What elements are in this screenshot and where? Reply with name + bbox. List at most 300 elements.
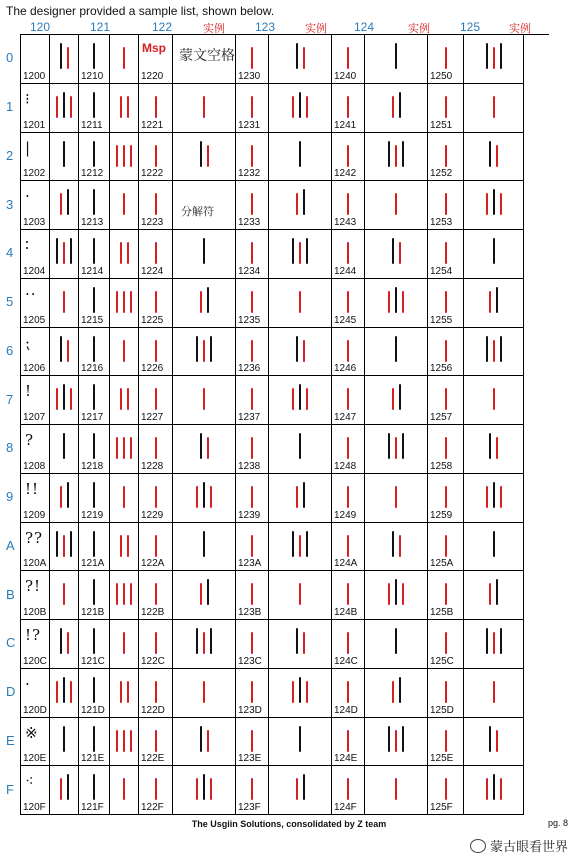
mongolian-example [273,238,327,272]
example-cell [110,571,139,620]
example-cell [365,571,428,620]
example-cell [269,620,332,669]
example-cell [269,474,332,523]
mongolian-example [273,43,327,77]
mongolian-example [114,287,134,321]
example-cell [110,133,139,182]
col-header-123: 123 [255,20,276,34]
code-cell [21,766,50,815]
row-header: A [6,537,15,553]
code-cell [332,766,365,815]
example-cell [269,571,332,620]
example-cell [173,230,236,279]
mongolian-example [369,189,423,223]
mongolian-example [273,482,327,516]
example-cell [173,425,236,474]
example-cell [269,279,332,328]
code-label: 1228 [141,460,164,472]
code-cell [236,279,269,328]
mongolian-example [468,677,519,711]
code-label: 122A [141,558,165,570]
example-cell [365,181,428,230]
example-cell [365,328,428,377]
code-label: 120F [23,802,46,813]
mongolian-example [369,141,423,175]
row-header: C [6,635,16,651]
example-cell [464,133,524,182]
code-label: 1237 [238,412,261,423]
code-label: 124F [334,802,357,813]
example-cell [464,571,524,620]
code-cell [332,230,365,279]
code-cell [139,230,173,279]
code-cell [428,133,464,182]
row-header: 1 [6,99,14,115]
code-cell [428,425,464,474]
example-cell [269,181,332,230]
code-cell [428,84,464,133]
mongolian-example [177,433,231,467]
code-label: 1247 [334,412,357,423]
code-cell [139,133,173,182]
example-cell [173,620,236,669]
code-label: 1219 [81,509,104,521]
mongolian-example [54,433,74,467]
code-cell [428,669,464,718]
code-cell [236,669,269,718]
code-label: 1248 [334,460,357,472]
example-cell [365,230,428,279]
code-label: 121C [81,655,105,667]
example-cell [464,84,524,133]
mongolian-example [468,287,519,321]
code-label: 1213 [81,217,104,228]
example-cell [110,35,139,84]
example-cell [110,425,139,474]
example-cell [50,376,79,425]
page-number: pg. 8 [547,818,568,828]
mongolian-example [468,531,519,565]
example-cell [110,376,139,425]
code-cell [79,35,110,84]
mongolian-example [468,482,519,516]
example-cell [365,766,428,815]
example-cell [464,718,524,767]
code-cell [332,181,365,230]
code-cell [21,474,50,523]
code-cell [428,230,464,279]
col-header-122: 122 [152,20,173,34]
mongolian-example [273,579,327,613]
code-cell [236,523,269,572]
code-cell [236,35,269,84]
code-cell [21,523,50,572]
mongolian-example [114,92,134,126]
code-cell [79,133,110,182]
code-cell [332,279,365,328]
code-cell [236,718,269,767]
punctuation-glyph: | [25,138,32,157]
code-label: 1221 [141,119,164,131]
code-cell [428,328,464,377]
punctuation-glyph: ∶ [25,236,30,254]
mongolian-example [177,579,231,613]
example-cell [110,669,139,718]
example-cell [464,279,524,328]
example-cell [173,376,236,425]
code-label: 1251 [430,119,453,131]
code-label: 1214 [81,265,104,277]
mongolian-example [54,43,74,77]
code-label: 1229 [141,509,164,521]
code-label: 1246 [334,363,357,375]
code-cell [332,523,365,572]
col-header-example-124: 实例 [408,23,430,35]
example-cell [173,133,236,182]
example-cell [110,523,139,572]
example-cell [110,766,139,815]
code-cell [236,620,269,669]
mongolian-example [468,726,519,760]
code-cell [21,328,50,377]
mongolian-example [114,433,134,467]
example-cell [365,669,428,718]
code-label: 1203 [23,217,46,228]
mongolian-example [177,482,231,516]
code-cell [428,474,464,523]
mongolian-example [114,482,134,516]
code-cell [79,376,110,425]
col-header-example-125: 实例 [509,23,531,35]
code-label: 1224 [141,265,164,277]
mongolian-example [273,92,327,126]
code-label: 125A [430,558,454,570]
code-cell [139,279,173,328]
example-cell [269,133,332,182]
footer-credit: The Usgiin Solutions, consolidated by Z team [191,819,387,829]
mongolian-example [468,92,519,126]
code-label: 1205 [23,314,46,326]
row-header: 0 [6,50,14,66]
mongolian-example [114,384,134,418]
punctuation-glyph: ⁏ [25,333,32,352]
mongolian-example [369,726,423,760]
mongolian-example [273,336,327,370]
example-cell [173,669,236,718]
mongolian-example [468,579,519,613]
code-label: 123A [238,558,262,570]
code-label: 122E [141,753,165,765]
code-label: 1208 [23,460,46,472]
mongolian-example [177,628,231,662]
code-cell [79,181,110,230]
code-label: 1254 [430,265,453,277]
code-cell [21,133,50,182]
mongolian-example [54,579,74,613]
code-cell [79,279,110,328]
example-cell [50,474,79,523]
code-cell [428,620,464,669]
example-cell [464,425,524,474]
code-label: 122F [141,802,164,813]
example-cell [173,766,236,815]
mongolian-example [54,238,74,272]
mongolian-example [177,238,231,272]
code-cell [139,766,173,815]
example-cell [50,766,79,815]
example-cell [365,620,428,669]
example-cell [365,718,428,767]
code-label: 1200 [23,70,46,82]
mongolian-example [114,43,134,77]
code-label: 1217 [81,412,104,423]
col-header-example-122: 实例 [203,23,225,35]
mongolian-example [468,774,519,808]
code-label: 123F [238,802,261,813]
code-label: 1255 [430,314,453,326]
code-cell [79,766,110,815]
example-cell [50,35,79,84]
code-cell [236,133,269,182]
example-cell [464,766,524,815]
example-cell [50,133,79,182]
mongolian-example [54,531,74,565]
example-cell [50,620,79,669]
code-cell [236,84,269,133]
mongolian-example [468,238,519,272]
code-label: 124D [334,704,358,716]
example-cell [50,279,79,328]
example-cell [269,718,332,767]
mongolian-example [369,43,423,77]
mongolian-example [177,92,231,126]
code-cell [21,571,50,620]
code-label: 120D [23,704,47,716]
mongolian-example [177,141,231,175]
col-header-124: 124 [354,20,375,34]
example-cell [50,328,79,377]
example-cell [269,35,332,84]
example-cell [464,376,524,425]
example-cell [110,328,139,377]
mongolian-example [114,531,134,565]
punctuation-glyph: ? [25,431,35,449]
mongolian-example [177,531,231,565]
example-cell [365,35,428,84]
code-label: 1252 [430,168,453,180]
example-cell [464,523,524,572]
code-cell [332,133,365,182]
msp-label: Msp [142,41,166,55]
code-cell [21,279,50,328]
mongolian-example [468,336,519,370]
example-cell [50,571,79,620]
mongol-space-label: 蒙文空格 [179,48,235,64]
code-cell [79,425,110,474]
code-cell [428,376,464,425]
example-cell [110,84,139,133]
example-cell [365,376,428,425]
example-cell [173,571,236,620]
code-cell [428,279,464,328]
punctuation-glyph: ?? [25,528,44,547]
code-cell [139,328,173,377]
mongolian-example [177,287,231,321]
row-header: 4 [6,245,14,261]
code-label: 125B [430,607,454,618]
code-cell [21,425,50,474]
mongolian-example [273,677,327,711]
mongolian-example [273,531,327,565]
mongolian-example [468,43,519,77]
code-cell [21,718,50,767]
code-cell [79,84,110,133]
example-cell [464,620,524,669]
code-label: 1236 [238,363,261,375]
code-label: 123C [238,655,262,667]
example-cell [173,718,236,767]
unicode-code-chart [20,34,549,815]
code-cell [139,718,173,767]
code-label: 1245 [334,314,357,326]
code-label: 123D [238,704,262,716]
mongolian-example [54,628,74,662]
mongolian-example [273,287,327,321]
example-cell [173,328,236,377]
example-cell [365,279,428,328]
code-label: 120E [23,753,47,765]
example-cell [464,181,524,230]
code-label: 1240 [334,70,357,82]
punctuation-glyph: ! [25,382,33,401]
code-label: 124E [334,753,358,765]
code-cell [79,474,110,523]
example-cell [110,279,139,328]
code-cell [332,669,365,718]
code-label: 1249 [334,509,357,521]
example-cell [50,523,79,572]
code-label: 1215 [81,314,104,326]
example-cell [50,230,79,279]
mongolian-example [114,726,134,760]
mongolian-example [369,287,423,321]
mongolian-example [468,384,519,418]
mongolian-example [114,189,134,223]
code-label: 122C [141,655,165,667]
code-cell [332,35,365,84]
example-cell [269,425,332,474]
example-cell [173,35,236,84]
mongolian-example [114,579,134,613]
code-label: 1258 [430,460,453,472]
code-label: 1233 [238,217,261,228]
code-label: 1259 [430,509,453,521]
example-cell [110,230,139,279]
example-cell [173,84,236,133]
mongolian-example [369,92,423,126]
mongolian-example [369,677,423,711]
code-cell [236,425,269,474]
code-label: 121F [81,802,104,813]
code-label: 1204 [23,265,46,277]
example-cell [110,718,139,767]
code-cell [139,571,173,620]
mongolian-example [273,628,327,662]
brand-label: 蒙古眼看世界 [489,839,568,854]
code-label: 1201 [23,119,46,131]
row-header: F [6,781,14,797]
row-header: 6 [6,342,14,358]
separator-label: 分解符 [181,206,214,219]
code-label: 121D [81,704,105,716]
code-cell [21,620,50,669]
mongolian-example [369,336,423,370]
code-cell [79,669,110,718]
code-cell [428,766,464,815]
code-label: 1244 [334,265,357,277]
code-label: 1253 [430,217,453,228]
mongolian-example [468,433,519,467]
punctuation-glyph: !! [25,479,40,498]
code-label: 1222 [141,168,164,180]
code-cell [139,376,173,425]
code-cell [428,523,464,572]
mongolian-example [177,774,231,808]
code-cell [236,474,269,523]
mongolian-example [114,677,134,711]
code-label: 1226 [141,363,164,375]
mongolian-example [273,384,327,418]
mongolian-example [273,774,327,808]
col-header-121: 121 [90,20,111,34]
code-label: 120B [23,607,47,618]
punctuation-glyph: ⁝ [25,89,31,108]
mongolian-example [369,531,423,565]
code-label: 1218 [81,460,104,472]
code-cell [21,84,50,133]
code-label: 122D [141,704,165,716]
code-label: 1225 [141,314,164,326]
code-cell [236,571,269,620]
code-cell [428,718,464,767]
example-cell [50,669,79,718]
code-cell [332,620,365,669]
row-header: 5 [6,294,14,310]
mongolian-example [114,774,134,808]
mongolian-example [273,433,327,467]
code-cell [139,35,173,84]
mongolian-example [177,677,231,711]
code-label: 122B [141,607,165,618]
code-label: 1232 [238,168,261,180]
example-cell [365,425,428,474]
code-label: 120A [23,558,47,570]
code-cell [79,523,110,572]
row-header: 3 [6,196,14,212]
code-label: 1234 [238,265,261,277]
row-header: 7 [6,391,14,407]
mongolian-example [468,141,519,175]
mongolian-example [177,384,231,418]
code-label: 125D [430,704,454,716]
punctuation-glyph: ?! [25,577,42,596]
mongolian-example [114,141,134,175]
mongolian-example [369,384,423,418]
mongolian-example [114,238,134,272]
code-cell [332,376,365,425]
mongolian-example [54,677,74,711]
example-cell [50,718,79,767]
